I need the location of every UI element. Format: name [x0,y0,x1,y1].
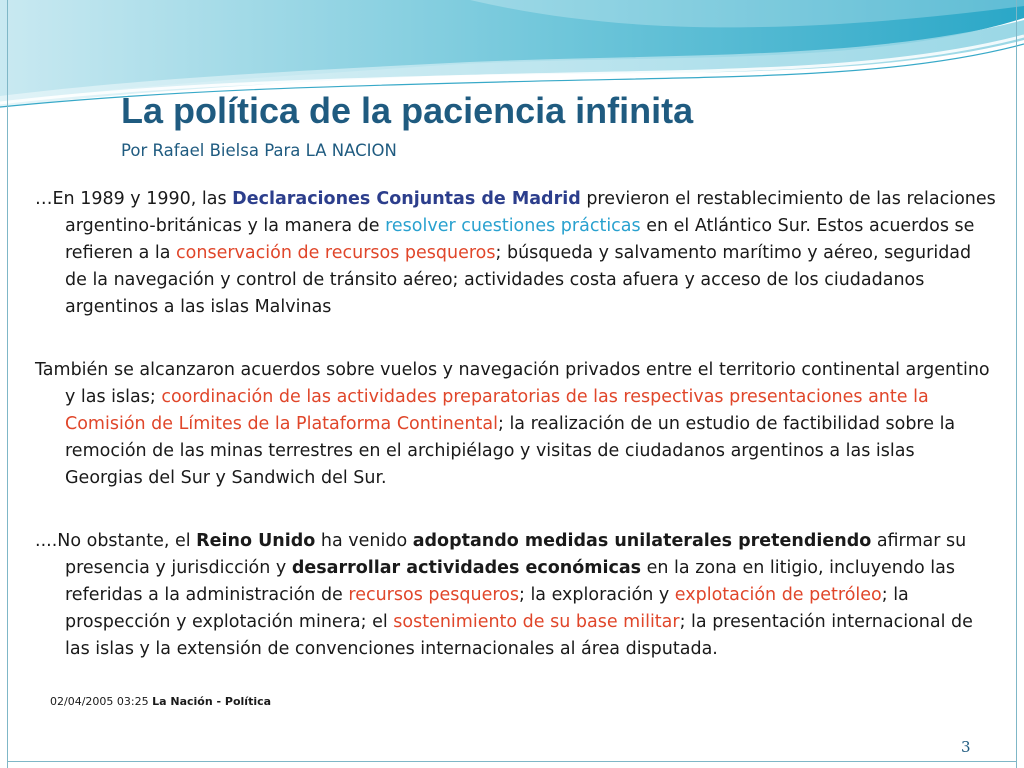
paragraph [35,357,997,492]
page-number: 3 [961,738,971,756]
emphasis-bold: adoptando medidas unilaterales pretendiendo [412,531,872,551]
slide-title: La política de la paciencia infinita [121,90,694,131]
text-segment: …En 1989 y 1990, las [35,189,233,209]
highlight-red: recursos pesqueros [348,585,519,605]
bottom-border-line [7,761,1017,762]
highlight-cyan: resolver cuestiones prácticas [385,216,641,236]
text-segment: ....No obstante, el [35,531,197,551]
text-segment: ; la presentación internacional de las islas y la extensión de convenciones internacionales al área disputada. [65,612,973,659]
highlight-blue: Declaraciones Conjuntas de Madrid [232,189,581,209]
footer-source: La Nación - Política [152,695,272,708]
text-segment: previeron el restablecimiento de las relaciones argentino-británicas y la manera de [65,189,996,236]
paragraph [35,186,997,321]
emphasis-bold: Reino Unido [196,531,316,551]
text-segment: ha venido [315,531,413,551]
text-segment: ; la realización de un estudio de factibilidad sobre la remoción de las minas terrestres en el archipiélago y visitas de ciudadanos argentinos a las islas Georgias del Sur y Sandwich del Sur. [65,414,956,488]
text-segment: También se alcanzaron acuerdos sobre vuelos y navegación privados entre el territorio continental argentino y las islas; [35,360,990,407]
text-segment: afirmar su presencia y jurisdicción y [65,531,967,578]
highlight-red: sostenimiento de su base militar [393,612,680,632]
text-segment: ; búsqueda y salvamento marítimo y aéreo, seguridad de la navegación y control de tránsito aéreo; actividades costa afuera y acceso de los ciudadanos argentinos a las islas Malvinas [65,243,972,317]
text-segment: ; la prospección y explotación minera; el [65,585,909,632]
text-segment: en la zona en litigio, incluyendo las referidas a la administración de [65,558,955,605]
text-segment: en el Atlántico Sur. Estos acuerdos se refieren a la [65,216,975,263]
emphasis-bold: desarrollar actividades económicas [291,558,642,578]
content-body [35,186,997,663]
highlight-red: explotación de petróleo [674,585,882,605]
left-border-line [7,0,8,768]
highlight-red: coordinación de las actividades preparatorias de las respectivas presentaciones ante la Comisión de Límites de la Plataforma Continental [65,387,929,434]
source-footer [50,694,271,710]
text-segment: ; la exploración y [518,585,675,605]
byline: Por Rafael Bielsa Para LA NACION [121,141,397,160]
highlight-red: conservación de recursos pesqueros [176,243,496,263]
footer-datetime: 02/04/2005 03:25 [50,695,149,708]
right-border-line [1016,0,1017,768]
paragraph [35,528,997,663]
